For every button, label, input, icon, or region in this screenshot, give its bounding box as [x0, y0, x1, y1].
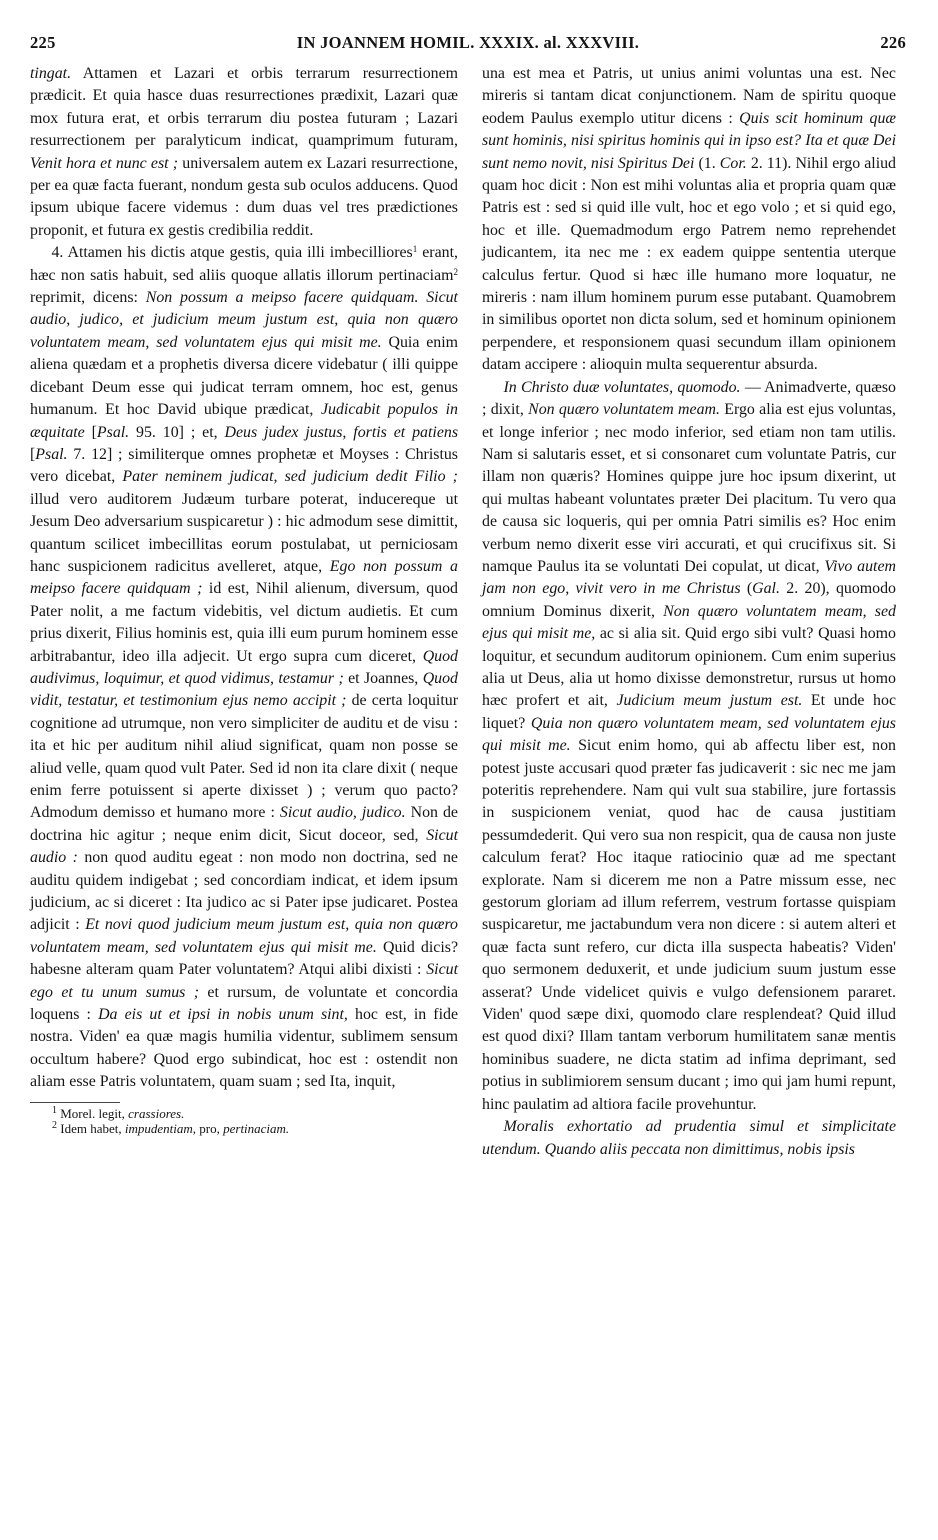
italic-run: Non quæro voluntatem meam, sed ejus qui misit me,: [482, 602, 896, 643]
right-column: [482, 63, 896, 1161]
running-header: [30, 33, 906, 59]
text-run: Quia enim aliena quædam et a prophetis diversa dicere videbatur ( illi quippe dicebant Deum esse qui judicat terram omnem, hoc est, genus humanum. Et hoc David ubique prædicat,: [30, 333, 458, 419]
text-run: Sicut enim homo, qui ab affectu liber est, non potest juste accusari quod præter fas judicaverit : sic nec me jam poteritis reprehendere. Nam qui vult sua stabilire, jure fortassis in suspicionem veniat, quod hac de causa justitiam pessumdederit. Qui vero sua non respicit, qua de causa non juste calculum ferat? Hoc itaque ratiocinio quæ ad me spectant explorate. Nam si dicerem me non a Patre missum esse, nec gestorum gloriam ad illum referrem, vestrum fortasse quispiam suspicaretur, me jactabundum vera non dicere : si autem alteri et quæ facta sunt refero, cur dicta illa suspecta habeatis? Viden' quo sermonem deduxerit, et unde judicium suum justum esse asserat? Unde videlicet quivis e vulgo defensionem pararet. Viden' quod sæpe dixi, quomodo clare resplendeat? Quid illud est quod dixi? Illam tantam verborum humilitatem sanæ mentis hominibus suadere, ne dicta statim ad infima deprimant, sed potius in sublimiorem sensum ducant ; imo qui jam humi repunt, hinc paulatim ad altiora facile provehuntur.: [482, 737, 896, 1113]
footnote: [30, 1121, 458, 1137]
text-run: 4. Attamen his dictis atque gestis, quia illi imbecilliores: [51, 244, 413, 262]
italic-run: Sicut ego et tu unum sumus ;: [30, 961, 458, 1001]
italic-run: Ego non possum a meipso facere quidquam ;: [30, 557, 458, 598]
italic-run: Cor.: [719, 154, 747, 172]
footnote-text: Morel. legit,: [60, 1105, 129, 1121]
italic-run: Da eis ut et ipsi in nobis unum sint,: [98, 1006, 348, 1024]
italic-run: Psal.: [35, 445, 68, 463]
text-run: 2. 11). Nihil ergo aliud quam hoc dicit : Non est mihi voluntas alia et propria quam quæ Patris est : sed si quid ille vult, hoc et ego volo ; et si quid ego, hoc et ille. Quemadmodum ergo Patrem nemo reprehendet judicantem, ita nec me : ex eadem quippe sententia uterque calculus fertur. Quod si hæc ille humano more loquatur, ne mireris : nam illum hominem purum esse putabant. Quamobrem in similibus oportet non dicta solum, sed et hominum opinionem perpendere, et responsionem quasi secundum illam opinionem datam accipere : alioquin multa sequerentur absurda.: [482, 154, 897, 374]
text-run: de certa loquitur cognitione ad utrumque, non vero simpliciter de auditu et de visu : ita et hic per auditum nihil aliud significat, quam non posse se aliud velle, quam quod vult Pater. Sed id non ita clare dixit ( neque enim ferre potuissent si aperte dixisset ) ; verum quo pacto? Admodum demisso et humano more :: [30, 692, 458, 822]
italic-run: Gal.: [752, 580, 780, 598]
text-run: 7. 12] ; similiterque omnes prophetæ et Moyses : Christus vero dicebat,: [30, 445, 458, 486]
page-number-left: 225: [30, 33, 56, 52]
left-column: [30, 63, 458, 1137]
footnote-italic: impudentiam: [124, 1121, 193, 1137]
italic-run: Pater neminem judicat, sed judicium dedit Filio ;: [122, 468, 458, 486]
footnote-number: 1: [52, 1104, 57, 1116]
footnote-rule: [30, 1102, 120, 1103]
text-run: (1.: [694, 154, 720, 172]
text-run: — Animadverte, quæso ; dixit,: [482, 378, 896, 419]
italic-run: tingat.: [30, 65, 72, 82]
text-run: hoc est, in fide nostra. Viden' ea quæ magis humilia videntur, sublimem sensum occultum habere? Quod ergo subindicat, hoc est : ostendit non aliam esse Patris voluntatem, quam suam ; sed Ita, inquit,: [30, 1006, 458, 1091]
text-run: id est, Nihil alienum, diversum, quod Pater nolit, a me factum videbitis, vel dictum audietis. Et cum prius dixerit, Filius hominis est, quia illi eum purum hominem esse arbitrabantur, ideo illa adjecit. Ut ergo supra cum diceret,: [30, 580, 458, 665]
text-run: et Joannes,: [343, 669, 423, 687]
text-run: 95. 10] ; et,: [129, 423, 225, 441]
italic-run: Sicut audio, judico.: [279, 804, 406, 822]
italic-run: Non possum a meipso facere quidquam. Sicut audio, judico, et judicium meum justum est, quia non quæro voluntatem meam, sed voluntatem ejus qui misit me.: [30, 289, 458, 351]
footnote-number: 2: [52, 1120, 57, 1132]
italic-run: Judicium meum justum est.: [616, 692, 803, 710]
paragraph: [482, 1116, 896, 1161]
text-run: Et unde hoc liquet?: [482, 692, 897, 732]
italic-run: Quod audivimus, loquimur, et quod vidimus, testamur ;: [30, 647, 458, 687]
text-run: 2. 20), quomodo omnium Dominus dixerit,: [482, 580, 896, 620]
text-run: illud vero auditorem Judæum turbare poterat, inducereque ut Jesum Deo adversarium suspicaretur ) : hic admodum sese dimittit, quantum scilicet imbecillitas eorum postulabat, ut perniciosam hanc suspicionem radicitus avelleret, atque,: [30, 490, 458, 575]
running-title: IN JOANNEM HOMIL. XXXIX. al. XXXVIII.: [296, 33, 640, 52]
italic-run: In Christo duæ voluntates, quomodo.: [503, 378, 741, 396]
paragraph: [482, 377, 896, 1116]
paragraph: [482, 63, 896, 377]
text-run: Quid dicis? habesne alteram quam Pater voluntatem? Atqui alibi dixisti :: [30, 938, 458, 979]
text-run: [: [30, 445, 36, 463]
italic-run: Psal.: [96, 423, 130, 441]
italic-run: Et novi quod judicium meum justum est, quia non quæro voluntatem meam, sed voluntatem ejus qui misit me.: [30, 916, 458, 956]
footnote-text: , pro,: [192, 1121, 224, 1137]
text-run: Non de doctrina hic agitur ; neque enim dicit, Sicut doceor, sed,: [30, 804, 458, 844]
footnote-italic: crassiores.: [128, 1105, 185, 1121]
text-run: [: [84, 423, 97, 441]
italic-run: Non quæro voluntatem meam.: [528, 401, 720, 419]
text-run: (: [740, 580, 753, 598]
text-run: Ergo alia est ejus voluntas, et longe inferior ; nec modo inferior, sed etiam non tam utilis. Nam si salutaris esset, et si consonaret cum voluntate Patris, cur illam non quæris? Homines quippe jure hoc ipsum dixerint, ut qui multas habeant voluntates præter Dei placitum. Tu vero qua de causa sic loqueris, qui per omnia Patri similis es? Hoc enim verbum nemo dixerit esse viri accurati, et qui crucifixus sit. Si namque Paulus ita se voluntati Dei copulat, ut dicat,: [482, 401, 896, 575]
text-run: reprimit, dicens:: [30, 289, 146, 307]
text-run: universalem autem ex Lazari resurrectione, per ea quæ facta fuerant, nondum gesta sub oculos adducens. Quod ipsum ubique facere videmus : dum duas vel tres prædictiones proponit, et futura ex gestis credibilia reddit.: [30, 154, 458, 239]
footnote-ref: 2: [453, 266, 458, 277]
footnote-italic: pertinaciam.: [223, 1121, 290, 1137]
text-run: et rursum, de voluntate et concordia loquens :: [30, 983, 458, 1024]
italic-run: Quia non quæro voluntatem meam, sed voluntatem ejus qui misit me.: [482, 714, 896, 755]
text-run: non quod auditu egeat : non modo non doctrina, sed ne auditu quidem indigebat ; sed concordiam indicat, et idem ipsum judicium, ac si diceret : Ita judico ac si Pater ipse judicaret. Postea adjicit :: [30, 849, 458, 934]
italic-run: Quis scit hominum quæ sunt hominis, nisi spiritus hominis qui in ipso est? Ita et quæ Dei sunt nemo novit, nisi Spiritus Dei: [482, 109, 896, 172]
italic-run: Judicabit populos in æquitate: [30, 401, 459, 441]
footnote-text: Idem habet,: [60, 1121, 125, 1137]
text-run: Attamen et Lazari et orbis terrarum resurrectionem prædicit. Et quia hasce duas resurrectiones prædixit, Lazari quæ mox futura erat, et orbis terrarum diu postea futuram ; Lazari resurrectionem per paralyticum indicat, quamprimum futuram,: [30, 65, 458, 150]
footnote: [30, 1106, 458, 1122]
italic-run: Venit hora et nunc est ;: [30, 154, 179, 172]
italic-run: Deus judex justus, fortis et patiens: [224, 423, 458, 441]
page-number-right: 226: [880, 33, 906, 52]
italic-run: Quod vidit, testatur, et testimonium ejus nemo accipit ;: [30, 669, 458, 710]
italic-run: Vivo autem jam non ego, vivit vero in me Christus: [482, 557, 896, 598]
paragraph: [30, 63, 458, 242]
paragraph: [30, 242, 458, 1093]
footnote-ref: 1: [412, 244, 418, 255]
text-run: una est mea et Patris, ut unius animi voluntas una est. Nec mireris si tantam dicat conjunctionem. Nam de spiritu quoque eodem Paulus exemplo utitur dicens :: [482, 65, 896, 127]
italic-run: Sicut audio :: [30, 826, 458, 867]
italic-run: Moralis exhortatio ad prudentia simul et simplicitate utendum. Quando aliis peccata non dimittimus, nobis ipsis: [482, 1118, 896, 1158]
text-run: erant, hæc non satis habuit, sed aliis quoque allatis illorum pertinaciam: [30, 244, 458, 284]
text-run: ac si alia sit. Quid ergo sibi vult? Quasi homo loquitur, et secundum auditorum opinionem. Cum enim superius alia ut Deus, alia ut homo dixisse demonstretur, rursus ut homo hæc profert et ait,: [482, 625, 896, 710]
